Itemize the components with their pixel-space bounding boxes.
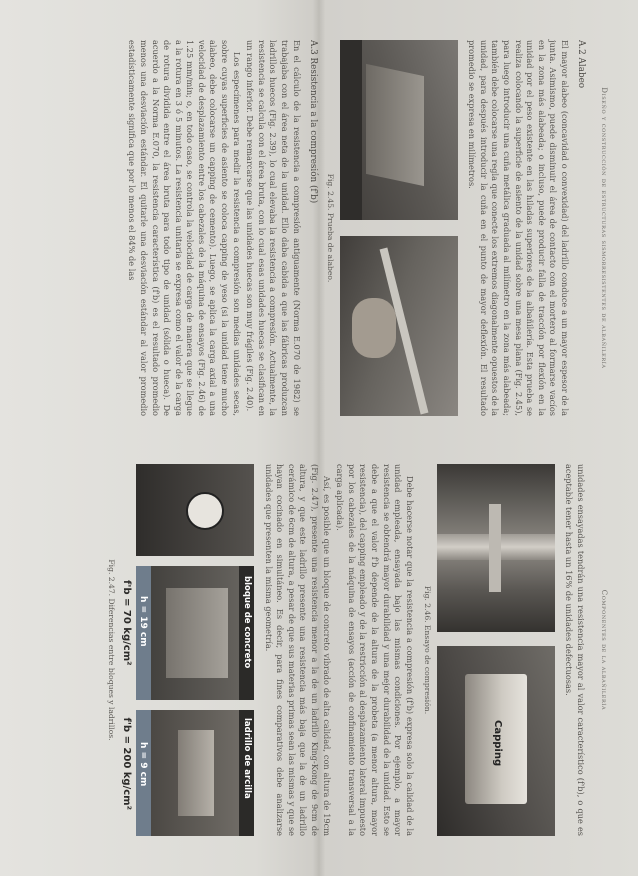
- right-paragraph-1: Debe hacerse notar que la resistencia a compresión (f'b) expresa solo la calidad de la unidad empleada, ensayada bajo las mismas condiciones. Por ejemplo, a mayor resistencia se obtendrá mayor durabilidad y una mejor durabilidad de la unidad. Esto se debe a que el valor f'b depende de la altura de la probeta (a menor altura, mayor resistencia), del capping empleado y de la restricción al desplazamiento lateral impuesto por los cabezales de la máquina de ensayos (acción de confinamiento transversal a la carga aplicada).: [335, 464, 415, 836]
- fig-247-brick-photo: [136, 710, 254, 836]
- section-a3-paragraph-1: En el cálculo de la resistencia a compresión antiguamente (Norma E.070 de 1982) se trabajaba con el área neta de la unidad. Ello daba cabida a que las fábricas produzcan ladrillos huecos (Fig. 2.39), lo cual elevaba la resistencia a compresión. Actualmente, la resistencia se calcula con el área bruta, con lo cual esas unidades huecas se clasifican en un rango inferior. Debe remarcarse que las unidades huecas son muy frágiles (Fig. 2.40).: [245, 40, 302, 416]
- fig-247-machine-photo: [136, 464, 254, 556]
- brick-shape: [366, 64, 424, 186]
- section-a2-heading: A.2 Alabeo: [576, 40, 586, 89]
- fig-245-brick-photo: [340, 40, 458, 220]
- capping-label: Capping: [491, 720, 503, 767]
- fig-247-block-photo: [136, 566, 254, 700]
- fig-246-photos: [437, 464, 555, 836]
- fig-245-caption: Fig. 2.45. Prueba de alabeo.: [325, 173, 335, 283]
- block-label: bloque de concreto: [242, 576, 253, 669]
- section-a3-paragraph-2: Los especímenes para medir la resistencia a compresión son medias unidades secas, sobre cuyas superficies de asiento se coloca capping de yeso (si la unidad tiene mucho alabeo, debe colocarse un capping de cemento). Luego, se aplica la carga axial a una velocidad de desplazamiento entre los cabezales de la máquina de ensayos (Fig. 2.46) de 1.25 mm/min; o, en todo caso, se controla la velocidad de carga de manera que se llegue a la rotura en 3 ó 5 minutos. La resistencia unitaria se expresa como el valor de la carga de rotura dividida entre el área bruta para todo tipo de unidad (sólida o hueca). De acuerdo a la Norma E.070, la resistencia característica (f'b) es el resultado promedio menos una desviación estándar. El quitarle una desviación estándar al valor promedio estadísticamente significa que por lo menos el 84% de las: [127, 40, 242, 416]
- right-running-head: Componentes de la albañilería: [600, 589, 608, 711]
- gauge-dial: [186, 492, 224, 530]
- table-surface: [340, 40, 362, 220]
- fig-247-strengths: [121, 464, 132, 836]
- clay-brick: [178, 730, 214, 816]
- section-a3-heading: A.3 Resistencia a la compresión (f'b): [307, 40, 318, 204]
- brick-strength: f'b = 200 kg/cm²: [121, 717, 133, 810]
- block-strength: f'b = 70 kg/cm²: [121, 580, 133, 666]
- hand-shape: [352, 298, 396, 358]
- left-running-head: Diseño y construcción de estructuras sismorresistentes de albañilería: [600, 87, 608, 369]
- fig-246-caption: Fig. 2.46. Ensayo de compresión.: [422, 585, 432, 715]
- fig-245-photos: [340, 40, 458, 416]
- block-height-label: h = 19 cm: [138, 596, 149, 647]
- fig-246-capping-photo: [437, 646, 555, 836]
- brick-label: ladrillo de arcilla: [242, 718, 253, 799]
- right-page: [0, 438, 638, 876]
- fig-247-photos: [136, 464, 254, 836]
- brick-height-label: h = 9 cm: [138, 742, 149, 787]
- right-paragraph-top: unidades ensayadas tendrán una resistencia mayor al valor característico (f'b), o que es aceptable tener hasta un 16% de unidades defectuosas.: [564, 464, 586, 836]
- fig-245-wedge-photo: [340, 236, 458, 416]
- press-plate: [489, 504, 501, 592]
- fig-246-machine-photo: [437, 464, 555, 632]
- fig-247-caption: Fig. 2.47. Diferencias entre bloques y ladrillos.: [107, 559, 117, 741]
- right-paragraph-2: Así, es posible que un bloque de concreto vibrado de alta calidad, con altura de 19cm (Fig. 2.47), presente una resistencia menor a la de un ladrillo King-Kong de 9cm de altura, y que este ladrillo presente una resistencia más baja que la de un ladrillo cerámico de 6cm de altura, a pesar de que sus materias primas sean las mismas y que se hayan cocinado en simultáneo. Es decir, para fines comparativos debe analizarse unidades que presenten la misma geometría.: [263, 464, 332, 836]
- section-a2-paragraph: El mayor alabeo (concavidad o convexidad) del ladrillo conduce a un mayor espesor de la junta. Asimismo, puede disminuir el área de contacto con el mortero al formarse vacíos en la zona más alabeada; o incluso, puede producir falla de tracción por flexión en la unidad por el peso existente en las hiladas superiores de la albañilería. Esta prueba se realiza colocando la superficie de asiento de la unidad sobre una mesa plana (Fig. 2.45), para luego introducir una cuña metálica graduada al milímetro en la zona más alabeada; también debe colocarse una regla que conecte los extremos diagonalmente opuestos de la unidad, para después introducir la cuña en el punto de mayor deflexión. El resultado promedio se expresa en milímetros.: [467, 40, 570, 416]
- concrete-block: [166, 588, 228, 678]
